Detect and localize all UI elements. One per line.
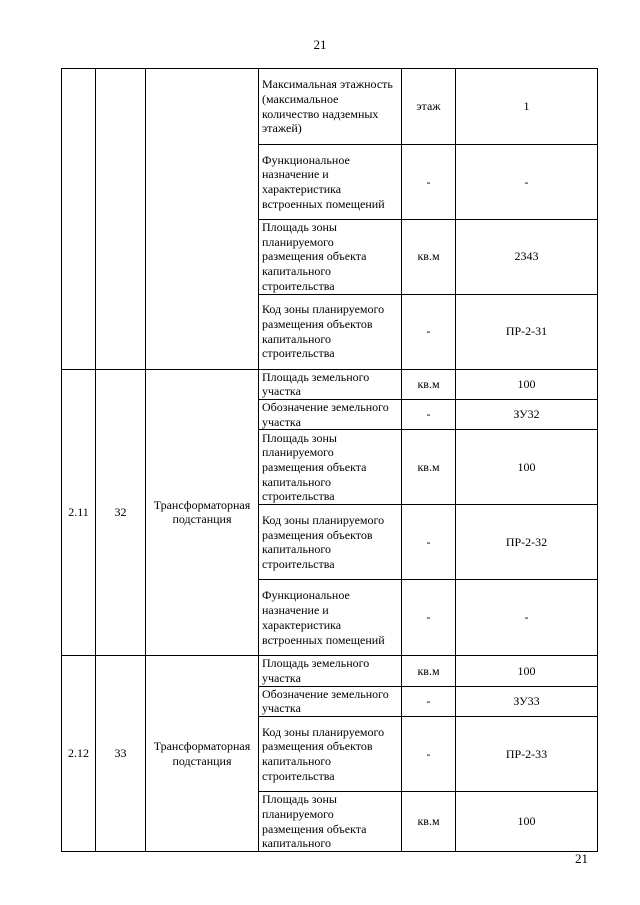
parameter-cell: Максимальная этажность (максимальное количество надземных этажей) xyxy=(259,69,402,145)
unit-cell: этаж xyxy=(402,69,456,145)
page-number-bottom: 21 xyxy=(575,851,588,866)
value-cell: ПР-2-32 xyxy=(456,505,598,580)
table-row xyxy=(62,656,598,686)
table-row xyxy=(62,369,598,399)
object-code-cell: 33 xyxy=(96,656,146,852)
unit-cell: кв.м xyxy=(402,220,456,295)
unit-cell: - xyxy=(402,686,456,716)
value-cell: - xyxy=(456,145,598,220)
parameter-cell: Код зоны планируемого размещения объектов капитального строительства xyxy=(259,717,402,792)
value-cell: 2343 xyxy=(456,220,598,295)
parameter-cell: Функциональное назначение и характеристика встроенных помещений xyxy=(259,145,402,220)
value-cell: 100 xyxy=(456,369,598,399)
page-number-top: 21 xyxy=(313,37,327,52)
parameter-cell: Площадь зоны планируемого размещения объекта капитального xyxy=(259,792,402,852)
parameter-cell: Площадь зоны планируемого размещения объекта капитального строительства xyxy=(259,430,402,505)
object-name-cell xyxy=(146,69,259,370)
value-cell: 100 xyxy=(456,792,598,852)
parameter-cell: Площадь земельного участка xyxy=(259,656,402,686)
object-name-cell: Трансформаторная подстанция xyxy=(146,656,259,852)
parameter-cell: Код зоны планируемого размещения объектов капитального строительства xyxy=(259,505,402,580)
object-code-cell: 32 xyxy=(96,369,146,656)
value-cell: ЗУ32 xyxy=(456,399,598,429)
parameter-cell: Функциональное назначение и характеристика встроенных помещений xyxy=(259,580,402,656)
unit-cell: кв.м xyxy=(402,369,456,399)
unit-cell: кв.м xyxy=(402,792,456,852)
value-cell: - xyxy=(456,580,598,656)
value-cell: ЗУ33 xyxy=(456,686,598,716)
unit-cell: - xyxy=(402,294,456,369)
row-number-cell xyxy=(62,69,96,370)
unit-cell: - xyxy=(402,717,456,792)
table-row xyxy=(62,69,598,145)
unit-cell: кв.м xyxy=(402,430,456,505)
row-number-cell: 2.11 xyxy=(62,369,96,656)
object-code-cell xyxy=(96,69,146,370)
parameter-cell: Обозначение земельного участка xyxy=(259,686,402,716)
parameter-cell: Обозначение земельного участка xyxy=(259,399,402,429)
parameter-cell: Код зоны планируемого размещения объектов капитального строительства xyxy=(259,294,402,369)
value-cell: ПР-2-31 xyxy=(456,294,598,369)
value-cell: 100 xyxy=(456,430,598,505)
value-cell: 100 xyxy=(456,656,598,686)
unit-cell: - xyxy=(402,505,456,580)
unit-cell: - xyxy=(402,580,456,656)
unit-cell: - xyxy=(402,399,456,429)
parameters-table xyxy=(61,68,598,852)
object-name-cell: Трансформаторная подстанция xyxy=(146,369,259,656)
value-cell: 1 xyxy=(456,69,598,145)
unit-cell: кв.м xyxy=(402,656,456,686)
unit-cell: - xyxy=(402,145,456,220)
row-number-cell: 2.12 xyxy=(62,656,96,852)
parameter-cell: Площадь земельного участка xyxy=(259,369,402,399)
parameter-cell: Площадь зоны планируемого размещения объекта капитального строительства xyxy=(259,220,402,295)
value-cell: ПР-2-33 xyxy=(456,717,598,792)
